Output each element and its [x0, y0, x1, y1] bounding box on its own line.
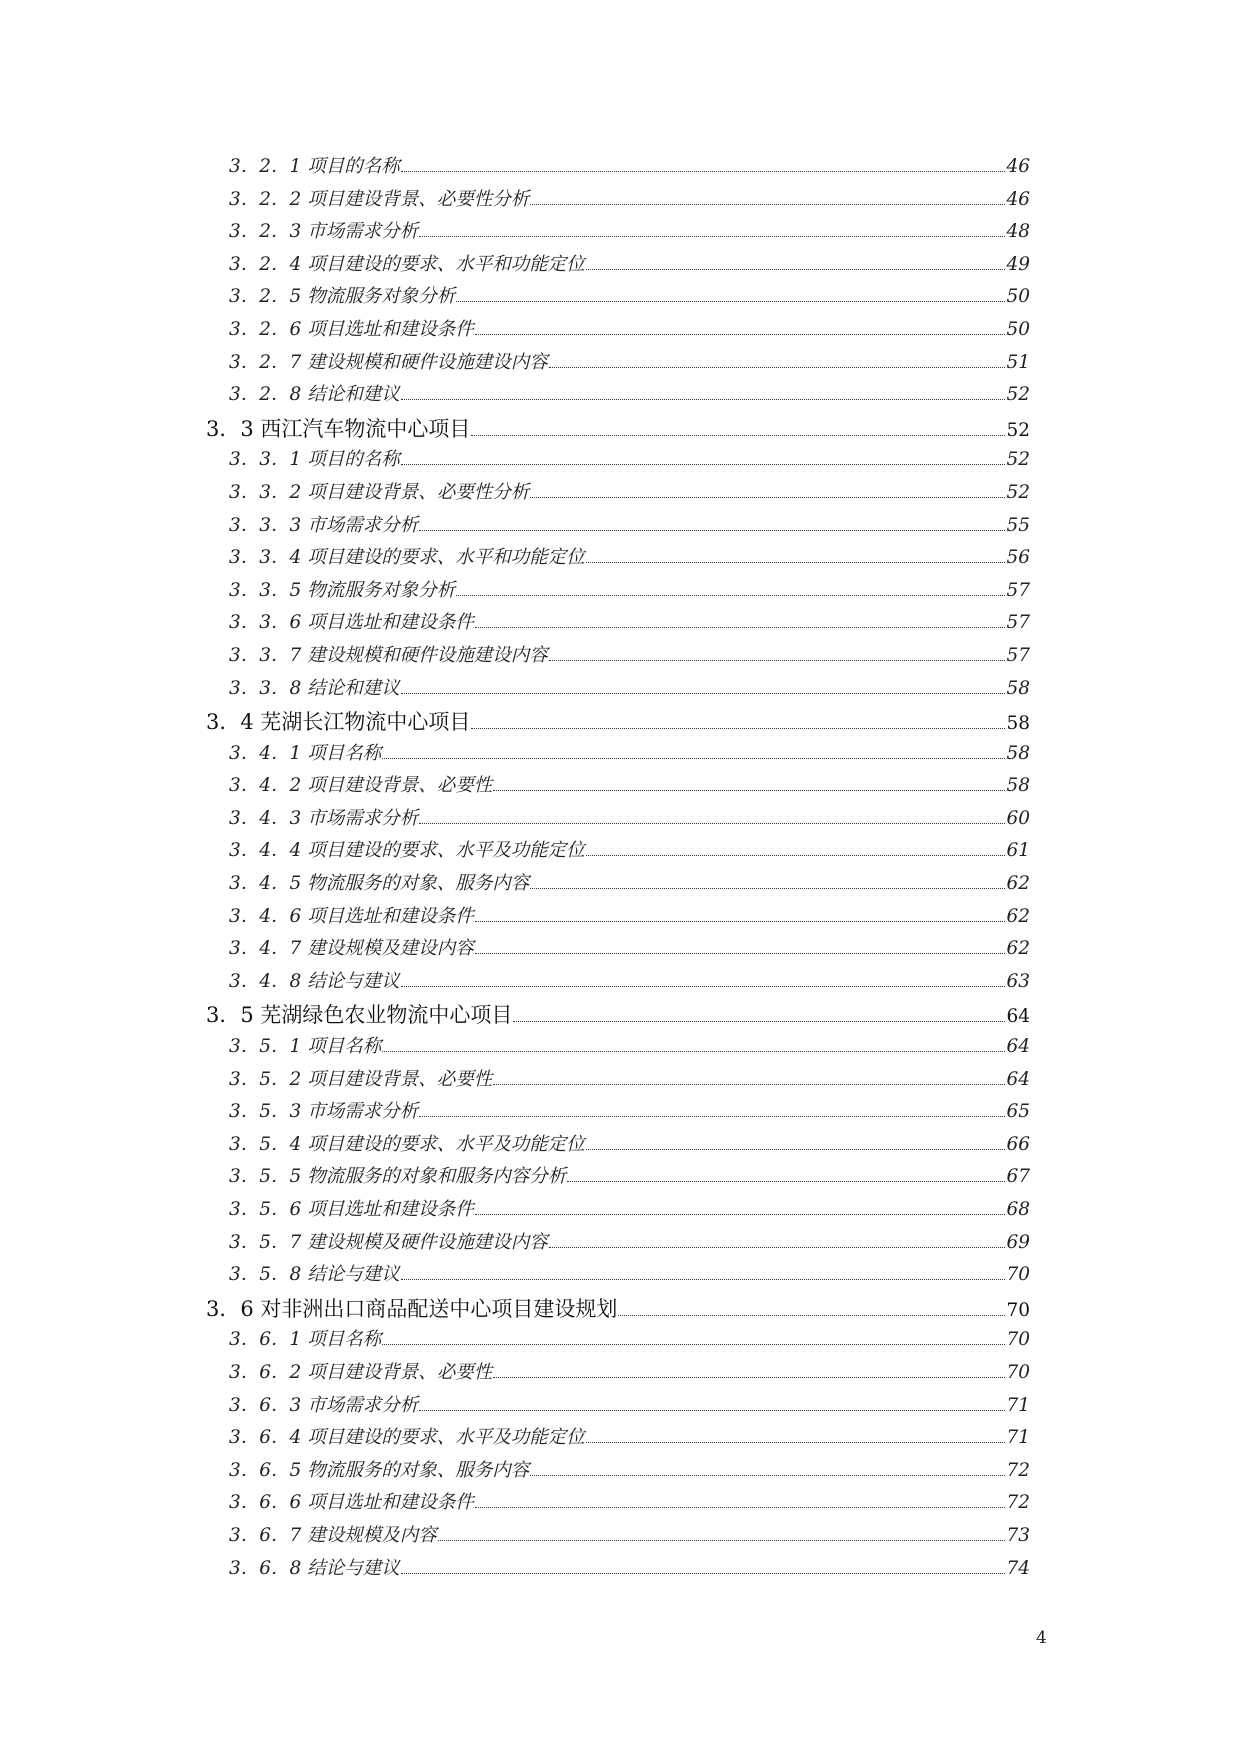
toc-subsection-entry[interactable]	[206, 576, 1030, 609]
toc-subsection-entry[interactable]	[206, 1521, 1030, 1554]
toc-entry-page: 56	[1006, 547, 1030, 569]
toc-entry-page: 58	[1006, 713, 1030, 735]
dot-leader	[456, 595, 1005, 596]
dot-leader	[475, 953, 1006, 954]
toc-entry-label: 3．3．6 项目选址和建设条件	[229, 612, 474, 634]
toc-subsection-entry[interactable]	[206, 1195, 1030, 1228]
toc-entry-page: 66	[1006, 1133, 1030, 1155]
toc-entry-label: 3．2．3 市场需求分析	[229, 221, 419, 243]
toc-subsection-entry[interactable]	[206, 1488, 1030, 1521]
dot-leader	[401, 171, 1006, 172]
dot-leader	[419, 823, 1005, 824]
toc-entry-page: 64	[1006, 1036, 1030, 1058]
dot-leader	[513, 1021, 1005, 1022]
toc-entry-page: 67	[1006, 1166, 1030, 1188]
toc-entry-label: 3．3．1 项目的名称	[229, 449, 400, 471]
dot-leader	[586, 269, 1006, 270]
toc-entry-label: 3．2．2 项目建设背景、必要性分析	[229, 188, 530, 210]
toc-entry-label: 3．4．4 项目建设的要求、水平及功能定位	[229, 840, 585, 862]
toc-subsection-entry[interactable]	[206, 478, 1030, 511]
toc-entry-label: 3．4．1 项目名称	[229, 742, 382, 764]
toc-entry-label: 3．5．4 项目建设的要求、水平及功能定位	[229, 1133, 585, 1155]
toc-subsection-entry[interactable]	[206, 608, 1030, 641]
toc-subsection-entry[interactable]	[206, 1554, 1030, 1587]
toc-entry-label: 3．4．7 建设规模及建设内容	[229, 938, 474, 960]
toc-subsection-entry[interactable]	[206, 1260, 1030, 1293]
toc-entry-page: 69	[1006, 1231, 1030, 1253]
toc-subsection-entry[interactable]	[206, 1130, 1030, 1163]
toc-entry-label: 3．2．5 物流服务对象分析	[229, 286, 456, 308]
toc-subsection-entry[interactable]	[206, 282, 1030, 315]
toc-subsection-entry[interactable]	[206, 771, 1030, 804]
dot-leader	[471, 435, 1005, 436]
toc-subsection-entry[interactable]	[206, 511, 1030, 544]
dot-leader	[419, 1410, 1005, 1411]
dot-leader	[419, 530, 1005, 531]
page-number: 4	[1036, 1628, 1047, 1648]
dot-leader	[567, 1181, 1005, 1182]
toc-entry-page: 74	[1006, 1557, 1030, 1579]
toc-entry-label: 3．4．3 市场需求分析	[229, 807, 419, 829]
toc-entry-page: 60	[1006, 807, 1030, 829]
toc-entry-label: 3．5．8 结论与建议	[229, 1264, 400, 1286]
dot-leader	[475, 334, 1006, 335]
toc-entry-label: 3．6．5 物流服务的对象、服务内容	[229, 1459, 530, 1481]
dot-leader	[419, 1116, 1005, 1117]
toc-entry-page: 61	[1006, 840, 1030, 862]
dot-leader	[530, 497, 1005, 498]
dot-leader	[475, 627, 1006, 628]
toc-entry-page: 57	[1006, 612, 1030, 634]
toc-subsection-entry[interactable]	[206, 641, 1030, 674]
toc-entry-page: 52	[1006, 449, 1030, 471]
toc-entry-label: 3．6．8 结论与建议	[229, 1557, 400, 1579]
toc-entry-label: 3．4 芜湖长江物流中心项目	[206, 710, 471, 735]
toc-entry-page: 65	[1006, 1101, 1030, 1123]
toc-entry-page: 71	[1006, 1394, 1030, 1416]
toc-entry-label: 3．5．7 建设规模及硬件设施建设内容	[229, 1231, 548, 1253]
toc-subsection-entry[interactable]	[206, 348, 1030, 381]
dot-leader	[549, 660, 1006, 661]
toc-section-entry[interactable]	[206, 706, 1030, 739]
toc-subsection-entry[interactable]	[206, 543, 1030, 576]
toc-entry-page: 72	[1006, 1492, 1030, 1514]
toc-subsection-entry[interactable]	[206, 152, 1030, 185]
toc-subsection-entry[interactable]	[206, 185, 1030, 218]
toc-subsection-entry[interactable]	[206, 967, 1030, 1000]
toc-subsection-entry[interactable]	[206, 934, 1030, 967]
dot-leader	[475, 1507, 1006, 1508]
toc-entry-label: 3．6．7 建设规模及内容	[229, 1524, 437, 1546]
dot-leader	[493, 1377, 1005, 1378]
toc-entry-page: 70	[1006, 1264, 1030, 1286]
toc-subsection-entry[interactable]	[206, 315, 1030, 348]
toc-entry-label: 3．2．1 项目的名称	[229, 156, 400, 177]
toc-entry-label: 3．5．6 项目选址和建设条件	[229, 1199, 474, 1220]
toc-subsection-entry[interactable]	[206, 380, 1030, 413]
toc-entry-label: 3．3．4 项目建设的要求、水平和功能定位	[229, 547, 585, 569]
toc-entry-label: 3．3．7 建设规模和硬件设施建设内容	[229, 644, 548, 666]
toc-entry-label: 3．4．6 项目选址和建设条件	[229, 905, 474, 927]
toc-entry-label: 3．5．1 项目名称	[229, 1036, 382, 1058]
toc-entry-label: 3．6 对非洲出口商品配送中心项目建设规划	[206, 1296, 618, 1321]
dot-leader	[456, 301, 1005, 302]
toc-subsection-entry[interactable]	[206, 804, 1030, 837]
toc-entry-label: 3．2．7 建设规模和硬件设施建设内容	[229, 351, 548, 373]
toc-subsection-entry[interactable]	[206, 674, 1030, 707]
toc-entry-page: 72	[1006, 1459, 1030, 1481]
toc-entry-label: 3．4．8 结论与建议	[229, 970, 400, 992]
toc-entry-page: 70	[1006, 1329, 1030, 1351]
toc-section-entry[interactable]	[206, 413, 1030, 446]
toc-entry-page: 73	[1006, 1524, 1030, 1546]
toc-entry-label: 3．3 西江汽车物流中心项目	[206, 416, 471, 441]
dot-leader	[471, 728, 1005, 729]
dot-leader	[401, 399, 1006, 400]
toc-entry-page: 49	[1006, 253, 1030, 275]
toc-section-entry[interactable]	[206, 999, 1030, 1032]
table-of-contents	[206, 152, 1030, 1586]
toc-entry-label: 3．5．3 市场需求分析	[229, 1101, 419, 1123]
dot-leader	[549, 367, 1006, 368]
dot-leader	[530, 1475, 1005, 1476]
dot-leader	[419, 236, 1005, 237]
toc-entry-page: 58	[1006, 775, 1030, 797]
dot-leader	[549, 1247, 1006, 1248]
toc-subsection-entry[interactable]	[206, 1391, 1030, 1424]
toc-subsection-entry[interactable]	[206, 217, 1030, 250]
toc-entry-label: 3．5 芜湖绿色农业物流中心项目	[206, 1003, 513, 1028]
toc-section-entry[interactable]	[206, 1293, 1030, 1326]
toc-entry-label: 3．6．4 项目建设的要求、水平及功能定位	[229, 1427, 585, 1449]
toc-entry-page: 62	[1006, 938, 1030, 960]
toc-subsection-entry[interactable]	[206, 836, 1030, 869]
toc-entry-page: 50	[1006, 286, 1030, 308]
toc-entry-page: 58	[1006, 742, 1030, 764]
dot-leader	[586, 1149, 1006, 1150]
toc-entry-label: 3．5．5 物流服务的对象和服务内容分析	[229, 1166, 567, 1188]
dot-leader	[618, 1315, 1005, 1316]
toc-subsection-entry[interactable]	[206, 1065, 1030, 1098]
dot-leader	[475, 921, 1006, 922]
toc-entry-page: 71	[1006, 1427, 1030, 1449]
dot-leader	[475, 1214, 1006, 1215]
toc-subsection-entry[interactable]	[206, 445, 1030, 478]
toc-entry-page: 70	[1006, 1361, 1030, 1383]
toc-entry-page: 64	[1006, 1068, 1030, 1090]
dot-leader	[401, 1279, 1006, 1280]
toc-subsection-entry[interactable]	[206, 1456, 1030, 1489]
toc-entry-page: 46	[1006, 156, 1030, 177]
dot-leader	[401, 693, 1006, 694]
toc-entry-page: 50	[1006, 318, 1030, 340]
toc-entry-label: 3．6．1 项目名称	[229, 1329, 382, 1351]
dot-leader	[586, 562, 1006, 563]
toc-subsection-entry[interactable]	[206, 902, 1030, 935]
dot-leader	[382, 1344, 1005, 1345]
toc-entry-page: 48	[1006, 221, 1030, 243]
toc-entry-label: 3．2．8 结论和建议	[229, 384, 400, 406]
toc-entry-label: 3．3．2 项目建设背景、必要性分析	[229, 481, 530, 503]
dot-leader	[401, 464, 1006, 465]
toc-entry-page: 46	[1006, 188, 1030, 210]
dot-leader	[401, 1573, 1006, 1574]
toc-subsection-entry[interactable]	[206, 869, 1030, 902]
toc-entry-label: 3．3．5 物流服务对象分析	[229, 579, 456, 601]
toc-entry-page: 58	[1006, 677, 1030, 699]
toc-entry-label: 3．3．3 市场需求分析	[229, 514, 419, 536]
toc-entry-label: 3．4．5 物流服务的对象、服务内容	[229, 873, 530, 895]
toc-entry-page: 57	[1006, 579, 1030, 601]
toc-subsection-entry[interactable]	[206, 250, 1030, 283]
toc-entry-page: 52	[1006, 384, 1030, 406]
dot-leader	[493, 1084, 1005, 1085]
toc-subsection-entry[interactable]	[206, 1032, 1030, 1065]
toc-entry-label: 3．3．8 结论和建议	[229, 677, 400, 699]
dot-leader	[401, 986, 1006, 987]
toc-entry-page: 68	[1006, 1199, 1030, 1220]
toc-entry-page: 51	[1006, 351, 1030, 373]
toc-entry-label: 3．4．2 项目建设背景、必要性	[229, 775, 493, 797]
toc-entry-page: 64	[1006, 1006, 1030, 1028]
toc-subsection-entry[interactable]	[206, 1097, 1030, 1130]
toc-entry-label: 3．6．2 项目建设背景、必要性	[229, 1361, 493, 1383]
toc-entry-page: 70	[1006, 1299, 1030, 1321]
toc-entry-label: 3．2．4 项目建设的要求、水平和功能定位	[229, 253, 585, 275]
toc-entry-label: 3．6．6 项目选址和建设条件	[229, 1492, 474, 1514]
toc-entry-page: 62	[1006, 905, 1030, 927]
toc-entry-label: 3．2．6 项目选址和建设条件	[229, 318, 474, 340]
dot-leader	[438, 1540, 1006, 1541]
toc-subsection-entry[interactable]	[206, 1228, 1030, 1261]
toc-entry-page: 57	[1006, 644, 1030, 666]
toc-entry-page: 62	[1006, 873, 1030, 895]
dot-leader	[382, 1051, 1005, 1052]
toc-subsection-entry[interactable]	[206, 1423, 1030, 1456]
dot-leader	[530, 204, 1005, 205]
dot-leader	[586, 1442, 1006, 1443]
dot-leader	[382, 758, 1005, 759]
toc-subsection-entry[interactable]	[206, 1325, 1030, 1358]
dot-leader	[586, 855, 1006, 856]
toc-entry-page: 52	[1006, 481, 1030, 503]
toc-entry-label: 3．5．2 项目建设背景、必要性	[229, 1068, 493, 1090]
toc-subsection-entry[interactable]	[206, 1162, 1030, 1195]
dot-leader	[530, 888, 1005, 889]
dot-leader	[493, 790, 1005, 791]
toc-entry-page: 52	[1006, 419, 1030, 441]
toc-subsection-entry[interactable]	[206, 1358, 1030, 1391]
toc-entry-label: 3．6．3 市场需求分析	[229, 1394, 419, 1416]
toc-entry-page: 55	[1006, 514, 1030, 536]
toc-subsection-entry[interactable]	[206, 739, 1030, 772]
toc-entry-page: 63	[1006, 970, 1030, 992]
